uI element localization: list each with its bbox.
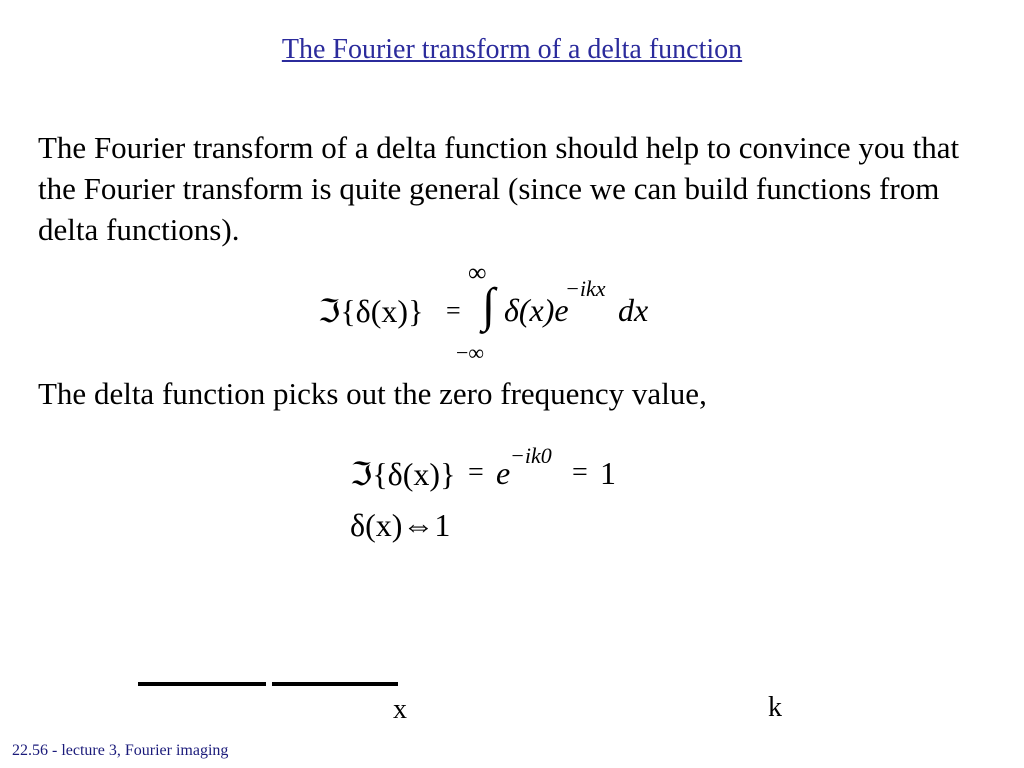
x-axis-label: x <box>393 694 407 725</box>
eq2-lhs: ℑ{δ(x)} <box>350 456 456 492</box>
slide-title: The Fourier transform of a delta function <box>281 34 743 65</box>
eq2-equals-second: = <box>572 457 588 488</box>
intro-paragraph: The Fourier transform of a delta function should help to convince you that the Fourier transform is quite general (since we can build functions from delta functions). <box>38 130 960 247</box>
k-axis-label: k <box>768 692 782 723</box>
x-axis-right-segment <box>272 682 398 686</box>
fourier-integral-equation <box>318 258 678 368</box>
second-paragraph: The delta function picks out the zero frequency value, <box>38 376 707 411</box>
eq2-base: e <box>496 455 511 491</box>
integral-lower-limit: −∞ <box>456 340 485 365</box>
eq1-equals: = <box>446 296 461 325</box>
zero-frequency-equations <box>350 443 670 563</box>
transform-pair-equation: δ(x)⇔1 <box>350 507 451 543</box>
integral-sign: ∫ <box>482 279 496 332</box>
x-axis-left-segment <box>138 682 266 686</box>
eq1-differential: dx <box>618 292 649 328</box>
eq2-equals: = <box>468 457 484 488</box>
eq1-lhs: ℑ{δ(x)} <box>318 293 424 329</box>
eq1-exponent: −ikx <box>565 276 606 301</box>
slide-footer: 22.56 - lecture 3, Fourier imaging <box>12 742 229 759</box>
eq2-exponent: −ik0 <box>510 443 552 468</box>
eq1-integrand: δ(x)e <box>504 292 569 328</box>
integral-upper-limit: ∞ <box>468 258 487 287</box>
eq2-result: 1 <box>600 455 616 491</box>
